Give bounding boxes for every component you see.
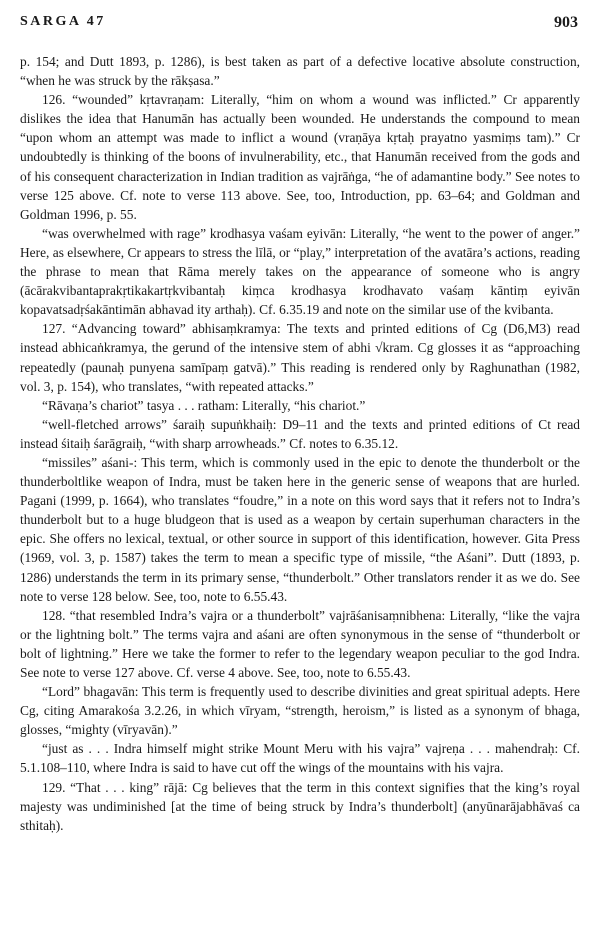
note-paragraph: “missiles” aśani-: This term, which is commonly used in the epic to denote the thunderbolt or the thunderboltlike weapon of Indra, must be taken here in the generic sense of weapons that are hurled. Pagani (1999, p. 1664), who translates “foudre,” in a note on this word says that it refers not to Indra’s thunderbolt but to a huge bludgeon that is used as a weapon by certain superhuman characters in the epic. She offers no lexical, textual, or other source in support of this identification, however. Gita Press (1969, vol. 3, p. 1587) takes the term to mean a specific type of missile, “the Aśani”. Dutt (1893, p. 1286) understands the term in its primary sense, “thunderbolt.” Other translators render it as we do. See note to verse 128 below. See, too, note to 6.55.43. <box>20 454 580 604</box>
note-paragraph: “just as . . . Indra himself might strike Mount Meru with his vajra” vajreṇa . . . mahendraḥ: Cf. 5.1.108–110, where Indra is said to have cut off the wings of the mountains with his vajra. <box>20 741 580 776</box>
note-paragraph: 127. “Advancing toward” abhisaṃkramya: The texts and printed editions of Cg (D6,M3) read instead abhicaṅkramya, the gerund of the intensive stem of abhi √kram. Cg glosses it as “approaching repeatedly (paunaḥ punyena samīpaṃ gatvā).” This reading is rendered only by Raghunathan (1982, vol. 3, p. 154), who translates, “with repeated attacks.” <box>20 321 580 394</box>
note-paragraph: “was overwhelmed with rage” krodhasya vaśam eyivān: Literally, “he went to the power of anger.” Here, as elsewhere, Cr appears to stress the līlā, or “play,” interpretation of the avatāra’s actions, reading the phrase to mean that Rāma merely takes on the appearance of someone who is angry (ācārakvibantaprakṛtikakartṛkvibantaḥ kiṃca krodhasya krodhavato vaśaṃ kāntiṃ eyivān kopavatsadṛśakāntimān abhavad ity arthaḥ). Cf. 6.35.19 and note on the similar use of the kvibanta. <box>20 225 580 318</box>
note-paragraph: 128. “that resembled Indra’s vajra or a thunderbolt” vajrāśanisaṃnibhena: Literally, “like the vajra or the lightning bolt.” The terms vajra and aśani are often synonymous in the sense of “thunderbolt or bolt of lightning.” Here we take the former to refer to the legendary weapon peculiar to the god Indra. See note to verse 127 above. Cf. verse 4 above. See, too, note to 6.55.43. <box>20 607 580 680</box>
note-paragraph: “well-fletched arrows” śaraiḥ supuṅkhaiḥ: D9–11 and the texts and printed editions of Ct read instead śitaiḥ śarāgraiḥ, “with sharp arrowheads.” Cf. notes to 6.35.12. <box>20 416 580 451</box>
running-header <box>20 14 578 36</box>
page-number: 903 <box>554 14 578 31</box>
notes-body <box>20 52 580 835</box>
note-paragraph: p. 154; and Dutt 1893, p. 1286), is best taken as part of a defective locative absolute construction, “when he was struck by the rākṣasa.” <box>20 54 580 89</box>
note-paragraph: 126. “wounded” kṛtavraṇam: Literally, “him on whom a wound was inflicted.” Cr apparently dislikes the idea that Hanumān has actually been wounded. He understands the compound to mean “upon whom an attempt was made to inflict a wound (vraṇāya kṛtaḥ prayatno yasmiṃs tam).” Cr undoubtedly is thinking of the boons of invulnerability, etc., that Hanumān received from the gods and of his consequent characterization in Indian tradition as vajrāṅga, “he of adamantine body.” See notes to verse 125 above. Cf. note to verse 113 above. See, too, Introduction, pp. 63–64; and Goldman and Goldman 1996, p. 55. <box>20 92 580 222</box>
note-paragraph: 129. “That . . . king” rājā: Cg believes that the term in this context signifies that the king’s royal majesty was undiminished [at the time of being struck by Indra’s thunderbolt] (anyūnarājabhāvaś ca sthitaḥ). <box>20 779 580 833</box>
section-title: SARGA 47 <box>20 14 106 29</box>
note-paragraph: “Lord” bhagavān: This term is frequently used to describe divinities and great spiritual adepts. Here Cg, citing Amarakośa 3.2.26, in which vīryam, “strength, heroism,” is listed as a synonym of bhaga, glosses, “mighty (vīryavān).” <box>20 684 580 738</box>
note-paragraph: “Rāvaṇa’s chariot” tasya . . . ratham: Literally, “his chariot.” <box>42 397 366 413</box>
